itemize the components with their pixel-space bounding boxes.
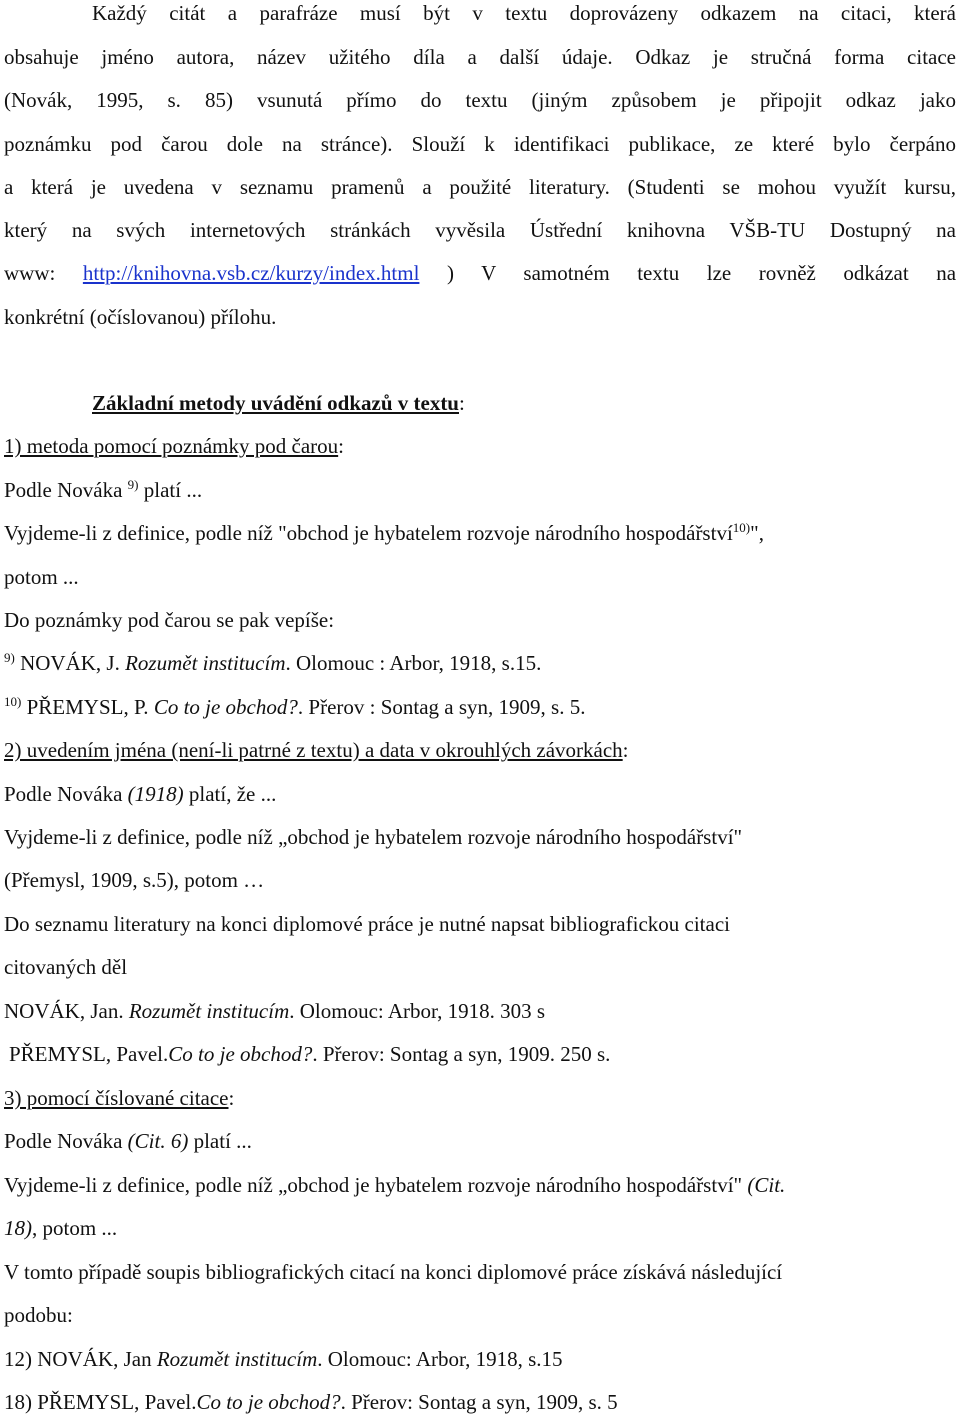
method-1-example-2: [4, 520, 764, 546]
book-title: Rozumět institucím: [156, 1347, 318, 1371]
text-span: ",: [750, 521, 764, 545]
text-span: , potom ...: [32, 1216, 118, 1240]
intro-line-2: obsahuje jméno autora, název užitého díla a další údaje. Odkaz je stručná forma citace: [4, 45, 956, 69]
book-title: Rozumět institucím: [125, 651, 286, 675]
book-title: Co to je obchod?: [153, 695, 298, 719]
text-span: NOVÁK, Jan.: [4, 999, 129, 1023]
method-2-example-3: (Přemysl, 1909, s.5), potom …: [4, 868, 265, 892]
method-2-title-text: 2) uvedením jména (není-li patrné z textu) a data v okrouhlých závorkách: [4, 738, 623, 762]
text-span: Vyjdeme-li z definice, podle níž "obchod je hybatelem rozvoje národního hospodářství: [4, 521, 733, 545]
intro-line-6: který na svých internetových stránkách vyvěsila Ústřední knihovna VŠB-TU Dostupný na: [4, 218, 956, 242]
method-2-example-5: citovaných děl: [4, 955, 128, 979]
intro-line-8: konkrétní (očíslovanou) přílohu.: [4, 305, 277, 329]
text-span: platí ...: [138, 478, 203, 502]
method-2-reference-2: [9, 1041, 610, 1067]
method-2-example-2: Vyjdeme-li z definice, podle níž „obchod je hybatelem rozvoje národního hospodářství": [4, 825, 743, 849]
intro-line-4: poznámku pod čarou dole na stránce). Slouží k identifikaci publikace, ze které bylo čerpáno: [4, 132, 956, 156]
method-3-example-3: [4, 1215, 117, 1241]
method-3-title-colon: :: [228, 1086, 235, 1110]
text-span: 18) PŘEMYSL, Pavel.: [4, 1390, 197, 1414]
footnote-number: 10): [4, 694, 22, 709]
book-title: Co to je obchod?: [168, 1042, 313, 1066]
text-span: PŘEMYSL, P.: [21, 695, 154, 719]
method-1-example-4: Do poznámky pod čarou se pak vepíše:: [4, 608, 335, 632]
citation-number: (Cit. 6): [127, 1129, 189, 1153]
footnote-10: [4, 694, 585, 720]
method-1-title: [4, 433, 344, 459]
section-heading: [92, 390, 465, 416]
footnote-number: 9): [4, 650, 15, 665]
method-2-title: [4, 737, 629, 763]
section-heading-text: Základní metody uvádění odkazů v textu: [92, 391, 459, 415]
method-3-reference-18: [4, 1389, 618, 1415]
text-span: . Přerov: Sontag a syn, 1909. 250 s.: [312, 1042, 611, 1066]
citation-number: (Cit.: [747, 1173, 786, 1197]
footnote-9: [4, 650, 541, 676]
method-3-example-4: V tomto případě soupis bibliografických citací na konci diplomové práce získává následující: [4, 1260, 783, 1284]
www-label: www:: [4, 261, 56, 285]
method-3-example-1: [4, 1128, 252, 1154]
text-span: Podle Nováka: [4, 1129, 128, 1153]
method-3-title-text: 3) pomocí číslované citace: [4, 1086, 229, 1110]
method-1-title-text: 1) metoda pomocí poznámky pod čarou: [4, 434, 339, 458]
citation-year: (1918): [127, 782, 184, 806]
footnote-marker: 9): [127, 477, 139, 492]
text-span: . Olomouc : Arbor, 1918, s.15.: [285, 651, 542, 675]
method-1-title-colon: :: [338, 434, 344, 458]
method-3-title: [4, 1085, 234, 1111]
text-span: . Přerov : Sontag a syn, 1909, s. 5.: [297, 695, 586, 719]
method-1-example-1: [4, 477, 202, 503]
text-span: platí ...: [188, 1129, 252, 1153]
text-span: PŘEMYSL, Pavel.: [9, 1042, 169, 1066]
book-title: Rozumět institucím: [128, 999, 290, 1023]
intro-line-1: Každý citát a parafráze musí být v textu doprovázeny odkazem na citaci, která: [92, 1, 956, 25]
text-span: Podle Nováka: [4, 478, 128, 502]
citation-number: 18): [4, 1216, 32, 1240]
text-span: Vyjdeme-li z definice, podle níž „obchod je hybatelem rozvoje národního hospodářství": [4, 1173, 748, 1197]
intro-line-5: a která je uvedena v seznamu pramenů a použité literatury. (Studenti se mohou využít kursu,: [4, 175, 956, 199]
method-2-example-1: [4, 781, 276, 807]
text-span: NOVÁK, J.: [14, 651, 126, 675]
text-span: . Olomouc: Arbor, 1918, s.15: [317, 1347, 563, 1371]
method-3-reference-12: [4, 1346, 563, 1372]
method-2-reference-1: [4, 998, 545, 1024]
method-2-example-4: Do seznamu literatury na konci diplomové práce je nutné napsat bibliografickou citaci: [4, 912, 730, 936]
intro-line-7-rest: ) V samotném textu lze rovněž odkázat na: [446, 261, 957, 285]
intro-line-3: (Novák, 1995, s. 85) vsunutá přímo do textu (jiným způsobem je připojit odkaz jako: [4, 88, 956, 112]
text-span: . Přerov: Sontag a syn, 1909, s. 5: [340, 1390, 618, 1414]
method-3-example-5: podobu:: [4, 1303, 73, 1327]
method-2-title-colon: :: [622, 738, 629, 762]
book-title: Co to je obchod?: [196, 1390, 341, 1414]
text-span: platí, že ...: [183, 782, 277, 806]
method-3-example-2: [4, 1172, 785, 1198]
text-span: . Olomouc: Arbor, 1918. 303 s: [289, 999, 546, 1023]
text-span: 12) NOVÁK, Jan: [4, 1347, 157, 1371]
footnote-marker: 10): [732, 520, 751, 535]
library-course-link[interactable]: http://knihovna.vsb.cz/kurzy/index.html: [82, 261, 420, 285]
section-heading-colon: :: [459, 391, 465, 415]
text-span: Podle Nováka: [4, 782, 128, 806]
method-1-example-3: potom ...: [4, 565, 79, 589]
intro-line-7: [4, 260, 956, 286]
